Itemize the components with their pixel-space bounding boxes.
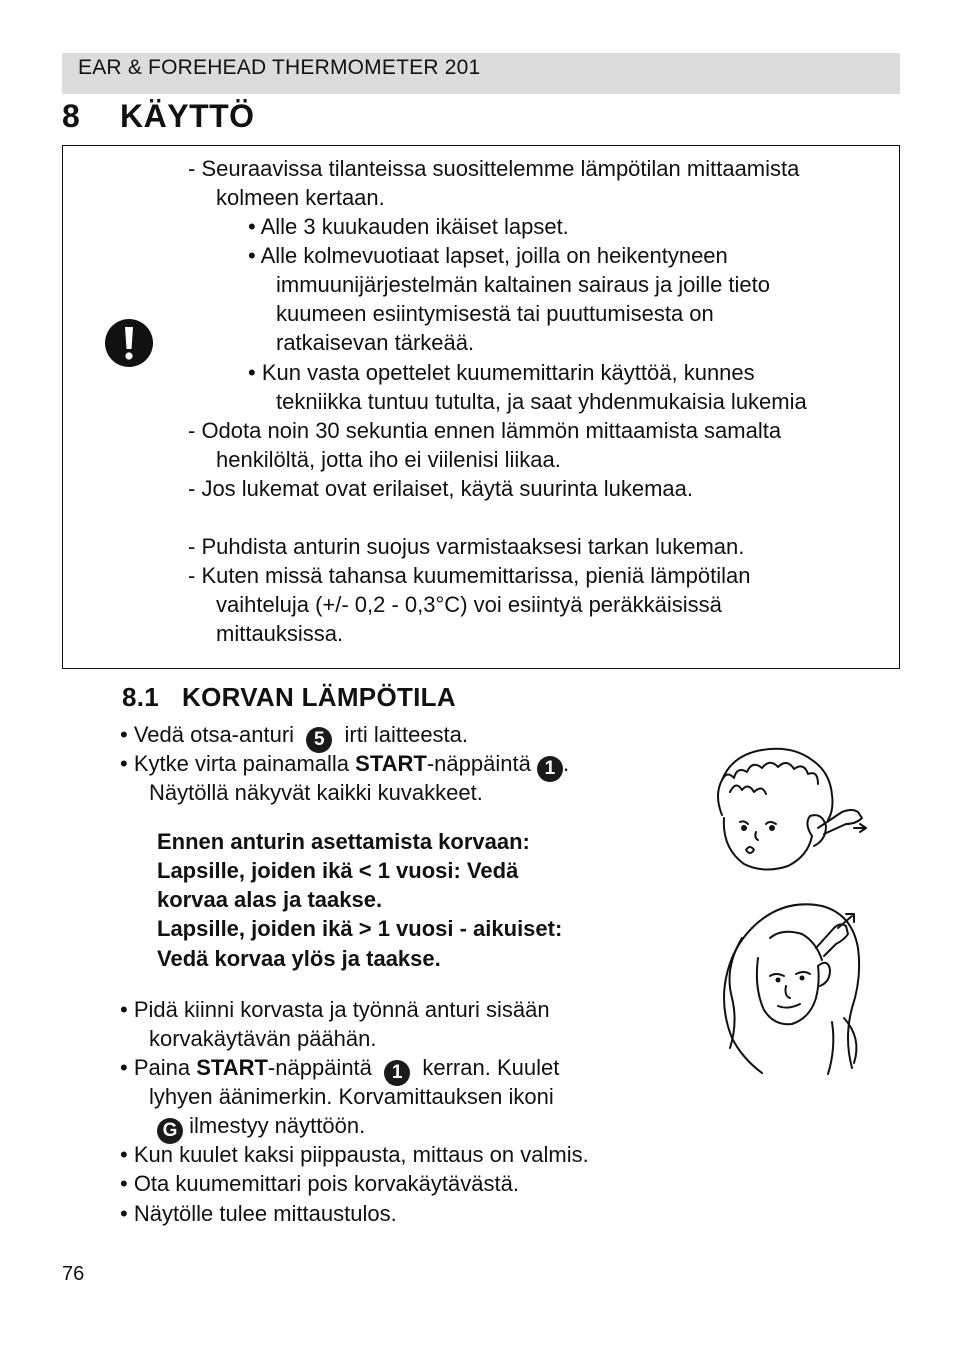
probe-number-badge: 5 (306, 727, 332, 753)
note-line: korvaa alas ja taakse. (157, 887, 383, 912)
start-key-label: START (196, 1055, 268, 1080)
step-press-start-cont: G ilmestyy näyttöön. (157, 1113, 365, 1144)
exclamation-icon (104, 318, 154, 368)
step-remove-forehead-probe: • Vedä otsa-anturi 5 irti laitteesta. (120, 722, 468, 753)
subsection-number: 8.1 (122, 682, 160, 712)
warning-line: immuunijärjestelmän kaltainen sairaus ja joille tieto (276, 272, 771, 297)
ear-mode-icon-badge: G (157, 1118, 183, 1144)
warning-line: - Jos lukemat ovat erilaiset, käytä suurinta lukemaa. (188, 476, 694, 501)
warning-line: kuumeen esiintymisestä tai puuttumisesta on (276, 301, 714, 326)
start-number-badge: 1 (537, 756, 563, 782)
step-double-beep: • Kun kuulet kaksi piippausta, mittaus on valmis. (120, 1142, 589, 1167)
warning-line: vaihteluja (+/- 0,2 - 0,3°C) voi esiintyä peräkkäisissä (216, 592, 722, 617)
warning-line: ratkaisevan tärkeää. (276, 330, 475, 355)
start-key-label: START (355, 751, 427, 776)
warning-line: mittauksissa. (216, 621, 344, 646)
step-power-on: • Kytke virta painamalla START-näppäintä 1 . (120, 751, 569, 782)
step-power-on-cont: Näytöllä näkyvät kaikki kuvakkeet. (149, 780, 483, 805)
note-line: Lapsille, joiden ikä > 1 vuosi - aikuiset: (157, 916, 563, 941)
section-title (62, 98, 255, 135)
subsection-heading: KORVAN LÄMPÖTILA (182, 682, 456, 712)
note-line: Lapsille, joiden ikä < 1 vuosi: Vedä (157, 858, 519, 883)
warning-line: • Kun vasta opettelet kuumemittarin käyttöä, kunnes (248, 360, 755, 385)
start-number-badge: 1 (384, 1060, 410, 1086)
step-press-start: • Paina START-näppäintä 1 kerran. Kuulet (120, 1055, 559, 1086)
header-bar (62, 53, 900, 94)
page-number: 76 (62, 1263, 85, 1285)
note-line: Vedä korvaa ylös ja taakse. (157, 946, 441, 971)
step-result-displayed: • Näytölle tulee mittaustulos. (120, 1201, 397, 1226)
step-press-start-cont: lyhyen äänimerkin. Korvamittauksen ikoni (149, 1084, 554, 1109)
section-number: 8 (62, 98, 81, 134)
warning-line: - Odota noin 30 sekuntia ennen lämmön mittaamista samalta (188, 418, 782, 443)
step-insert-probe: • Pidä kiinni korvasta ja työnnä anturi sisään (120, 997, 550, 1022)
step-remove-thermometer: • Ota kuumemittari pois korvakäytävästä. (120, 1171, 519, 1196)
section-heading: KÄYTTÖ (120, 98, 255, 134)
warning-line: - Puhdista anturin suojus varmistaaksesi tarkan lukeman. (188, 534, 745, 559)
warning-line: - Kuten missä tahansa kuumemittarissa, pieniä lämpötilan (188, 563, 751, 588)
warning-line: - Seuraavissa tilanteissa suosittelemme lämpötilan mittaamista (188, 156, 800, 181)
step-insert-probe-cont: korvakäytävän päähän. (149, 1026, 377, 1051)
warning-line: kolmeen kertaan. (216, 185, 385, 210)
adult-ear-illustration (712, 898, 872, 1083)
subsection-title (122, 682, 456, 713)
warning-line: • Alle kolmevuotiaat lapset, joilla on heikentyneen (248, 243, 728, 268)
document-title: EAR & FOREHEAD THERMOMETER 201 (78, 56, 481, 79)
note-line: Ennen anturin asettamista korvaan: (157, 829, 530, 854)
warning-line: • Alle 3 kuukauden ikäiset lapset. (248, 214, 569, 239)
warning-line: henkilöltä, jotta iho ei viilenisi liikaa. (216, 447, 561, 472)
child-ear-illustration (692, 740, 872, 880)
warning-line: tekniikka tuntuu tutulta, ja saat yhdenmukaisia lukemia (276, 389, 807, 414)
